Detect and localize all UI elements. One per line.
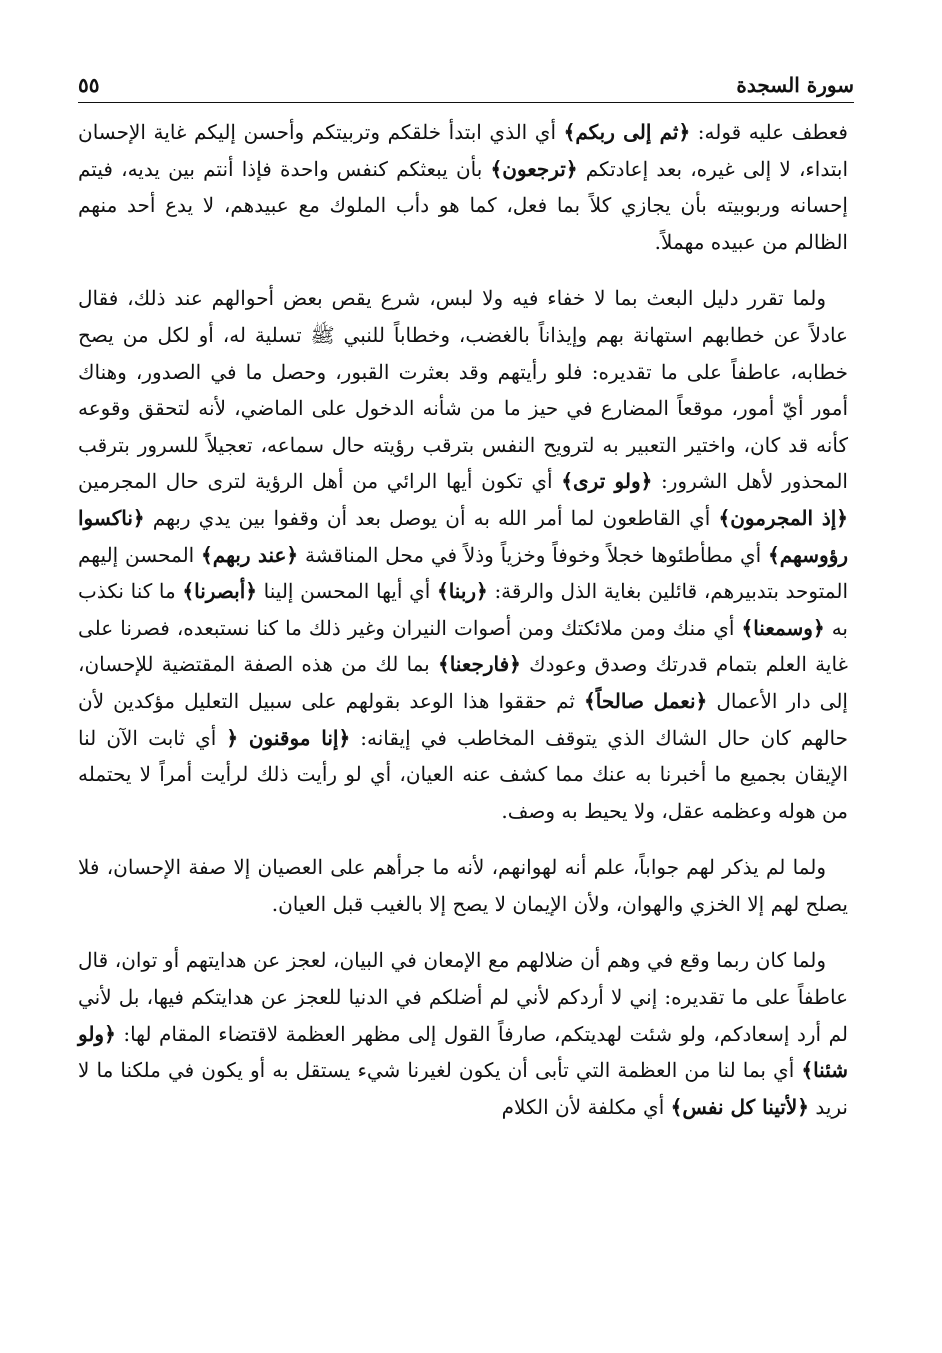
text-run: بأن يبعثكم كنفس واحدة فإذا أنتم بين يديه، فيتم إحسانه وربوبيته بأن يجازي كلاً بما فعل، كما هو دأب الملوك مع عبيدهم، لا يدع أحد منهم الظالم من عبيده مهملاً.	[78, 156, 848, 254]
quran-quote: ﴿أبصرنا﴾	[182, 579, 257, 604]
page-number: ٥٥	[78, 73, 100, 97]
body-text	[78, 114, 848, 1145]
text-run: أي الذي ابتدأ خلقكم وتربيتكم وأحسن إليكم غاية الإحسان ابتداء، لا إلى غيره، بعد إعادتكم	[78, 120, 849, 181]
text-run: ما كنا نكذب به	[78, 579, 848, 640]
quran-quote: ﴿ثم إلى ربكم﴾	[563, 120, 691, 144]
text-run: ولما كان ربما وقع في وهم أن ضلالهم مع الإمعان في البيان، لعجز عن هدايتهم أو توان، قال عاطفاً على ما تقديره: إني لا أردكم لأني لم أضلكم في الدنيا للعجز عن هدايتكم فيها، بل لأني لم أرد إسعادكم، ولو شئت لهديتكم، صارفاً القول إلى مظهر العظمة لاقتضاء المقام لها:	[78, 948, 848, 1046]
header-rule	[78, 102, 854, 103]
paragraph	[78, 280, 848, 829]
quran-quote: ﴿ولو ترى﴾	[561, 469, 653, 494]
paragraph	[78, 849, 848, 922]
quran-quote: ﴿عند ربهم﴾	[201, 542, 299, 567]
page-header	[78, 70, 854, 100]
text-run: أي مطأطئوها خجلاً وخوفاً وخزياً وذلاً في محل المناقشة	[298, 542, 769, 567]
quran-quote: ﴿ربنا﴾	[436, 579, 488, 604]
quran-quote: ﴿وسمعنا﴾	[741, 615, 825, 640]
paragraph	[78, 114, 848, 260]
text-run: ولما لم يذكر لهم جواباً، علم أنه لهوانهم، لأنه ما جرأهم على العصيان إلا صفة الإحسان، فلا يصلح لهم إلا الخزي والهوان، ولأن الإيمان لا يصح إلا بالغيب قبل العيان.	[78, 855, 848, 916]
text-run: المحسن إليهم المتوحد بتدبيرهم، قائلين بغاية الذل والرقة:	[78, 542, 849, 604]
text-run: ثم حققوا هذا الوعد بقولهم على سبيل التعليل مؤكدين لأن حالهم كان حال الشاك الذي يتوقف المخاطب في إيقانه:	[78, 688, 848, 750]
text-run: أي مكلفة لأن الكلام	[501, 1094, 671, 1119]
quran-quote: ﴿إذ المجرمون﴾	[718, 505, 849, 530]
text-run: فعطف عليه قوله:	[690, 120, 848, 144]
quran-quote: ﴿إنا موقنون ﴿	[226, 725, 351, 750]
quran-quote: ﴿ناكسوا رؤوسهم﴾	[78, 505, 849, 567]
text-run: أي منك ومن ملائكتك ومن أصوات النيران وغير ذلك ما كنا نستبعده، فصرنا على غاية العلم بتمام قدرتك وصدق وعودك	[78, 615, 849, 677]
quran-quote: ﴿ولو شئنا﴾	[78, 1021, 848, 1083]
quran-quote: ﴿فارجعنا﴾	[437, 652, 521, 677]
text-run: أي ثابت الآن لنا الإيقان بجميع ما أخبرنا به عنك مما كشف عنه العيان، أي لو رأيت ذلك لرأيت أمراً لا يحتمله من هوله وعظمه عقل، ولا يحيط به وصف.	[78, 725, 848, 823]
text-run: بما لك من هذه الصفة المقتضية للإحسان، إلى دار الأعمال	[78, 652, 848, 713]
text-run: أي أيها المحسن إلينا	[257, 579, 437, 604]
text-run: أي بما لنا من العظمة التي تأبى أن يكون لغيرنا شيء يستقل به أو يكون في ملكنا ما لا نريد	[78, 1058, 848, 1119]
text-run: أي القاطعون لما أمر الله به أن يوصل بعد أن وقفوا بين يدي ربهم	[144, 505, 719, 530]
quran-quote: ﴿لأتينا كل نفس﴾	[670, 1094, 809, 1119]
text-run: ولما تقرر دليل البعث بما لا خفاء فيه ولا لبس، شرع يقص بعض أحوالهم عند ذلك، فقال عادلاً عن خطابهم استهانة بهم وإيذاناً بالغضب، وخطاباً للنبي ﷺ تسلية له، أو لكل من يصح خطابه، عاطفاً على ما تقديره: فلو رأيتهم وقد بعثرت القبور، وحصل ما في الصدور، وهناك أمور أيّ أمور، موقعاً المضارع في حيز ما من شأنه الدخول على الماضي، لأنه لتحقق وقوعه كأنه قد كان، واختير التعبير به لترويح النفس بترقب رؤيته حال سماعه، تعجيلاً للسرور بترقب المحذور لأهل الشرور:	[78, 286, 848, 494]
text-run: أي تكون أيها الرائي من أهل الرؤية لترى حال المجرمين	[78, 469, 562, 494]
running-title: سورة السجدة	[736, 73, 854, 97]
paragraph	[78, 942, 848, 1125]
quran-quote: ﴿نعمل صالحاً﴾	[584, 688, 708, 713]
quran-quote: ﴿ترجعون﴾	[490, 156, 578, 181]
